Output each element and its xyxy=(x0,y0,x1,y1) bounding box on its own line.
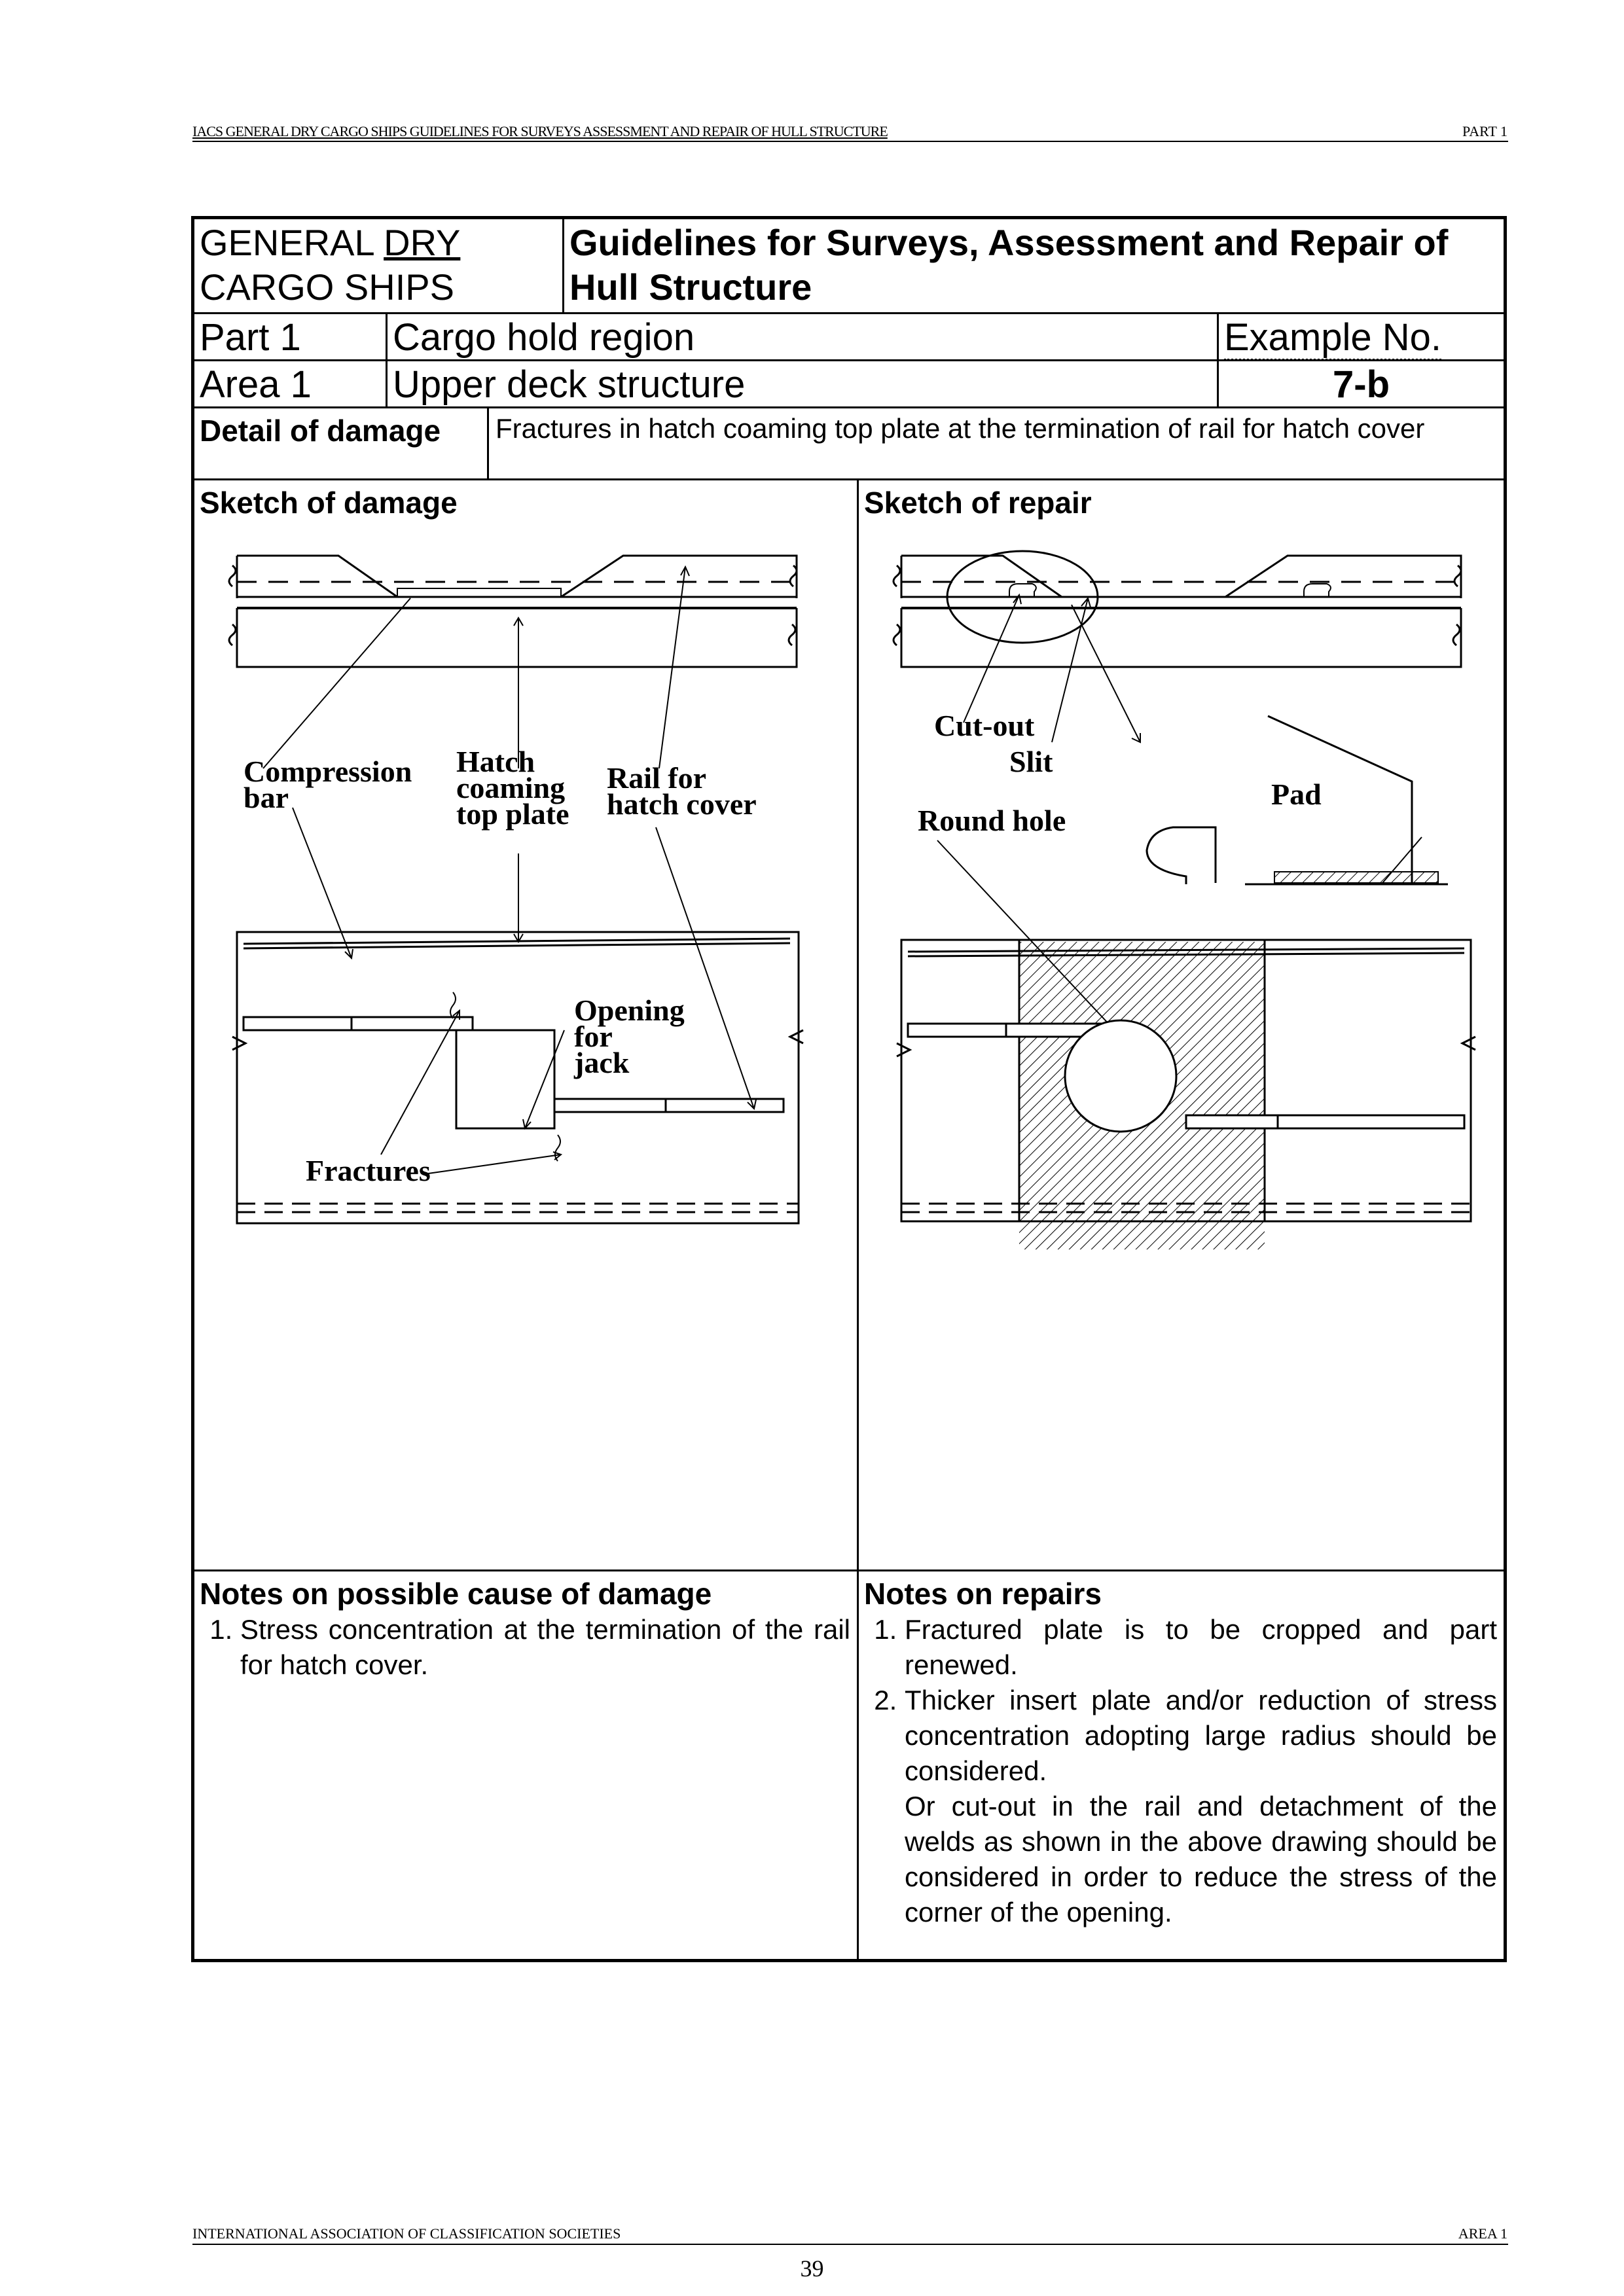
running-footer-left: INTERNATIONAL ASSOCIATION OF CLASSIFICATION SOCIETIES xyxy=(192,2225,621,2242)
sketch-damage-heading: Sketch of damage xyxy=(200,486,458,520)
notes-cause-item: 1. Stress concentration at the termination of the rail for hatch cover. xyxy=(240,1612,850,1683)
notes-cause-heading: Notes on possible cause of damage xyxy=(200,1577,712,1611)
area-label: Area 1 xyxy=(200,363,312,406)
area-value: Upper deck structure xyxy=(393,363,746,406)
area-label-cell xyxy=(194,361,388,408)
example-value-cell xyxy=(1219,361,1504,408)
damage-example-sheet xyxy=(191,216,1507,1962)
label-rail-2: hatch cover xyxy=(607,787,757,821)
area-value-cell xyxy=(388,361,1219,408)
detail-value: Fractures in hatch coaming top plate at the termination of rail for hatch cover xyxy=(496,413,1425,444)
part-value-cell xyxy=(388,314,1219,361)
part-label: Part 1 xyxy=(200,316,301,359)
footer-rule xyxy=(192,2244,1508,2245)
running-footer-right: AREA 1 xyxy=(1458,2225,1507,2242)
guideline-title: Guidelines for Surveys, Assessment and Repair of Hull Structure xyxy=(569,222,1449,308)
damage-elevation-drawing xyxy=(229,556,797,667)
running-header-left: IACS GENERAL DRY CARGO SHIPS GUIDELINES FOR SURVEYS ASSESSMENT AND REPAIR OF HULL STRUCTURE xyxy=(192,123,888,139)
notes-repair-list xyxy=(859,1612,1504,1930)
label-slit: Slit xyxy=(1009,745,1053,778)
label-round-hole: Round hole xyxy=(918,804,1066,837)
detail-label: Detail of damage xyxy=(200,414,441,448)
notes-cause-list xyxy=(194,1612,857,1683)
ship-type-line1-b: DRY xyxy=(384,222,461,263)
label-rail-1: Rail for xyxy=(607,761,707,795)
example-label-cell xyxy=(1219,314,1504,361)
notes-repair-item-continuation: Or cut-out in the rail and detachment of the welds as shown in the above drawing should be considered in order to reduce the stress of the corner of the opening. xyxy=(905,1791,1497,1928)
label-hatch-3: top plate xyxy=(456,797,569,831)
example-label: Example No. xyxy=(1224,316,1441,361)
label-opening-1: Opening xyxy=(574,994,685,1027)
label-hatch-2: coaming xyxy=(456,771,566,804)
label-cutout: Cut-out xyxy=(934,709,1035,742)
repair-elevation-drawing xyxy=(893,551,1461,667)
notes-repair-item xyxy=(905,1683,1497,1930)
notes-repair-cell xyxy=(859,1571,1504,1959)
damage-labels xyxy=(244,745,757,1187)
sketch-repair-cell xyxy=(859,480,1504,1571)
damage-sketch xyxy=(194,526,849,1312)
repair-labels xyxy=(918,709,1322,837)
detail-value-cell xyxy=(489,408,1504,480)
label-compression-2: bar xyxy=(244,781,289,814)
running-header-right: PART 1 xyxy=(1462,123,1507,139)
label-fractures: Fractures xyxy=(306,1154,431,1187)
label-hatch-1: Hatch xyxy=(456,745,535,778)
repair-plan-drawing xyxy=(897,940,1475,1249)
damage-leader-lines xyxy=(263,567,756,1174)
label-compression-1: Compression xyxy=(244,755,412,788)
label-opening-2: for xyxy=(574,1020,613,1053)
part-label-cell xyxy=(194,314,388,361)
ship-type-line2: CARGO SHIPS xyxy=(200,266,454,308)
label-opening-3: jack xyxy=(574,1046,630,1079)
notes-repair-item-text: Thicker insert plate and/or reduction of stress concentration adopting large radius should be considered. xyxy=(905,1685,1497,1786)
repair-sketch xyxy=(859,526,1500,1312)
guideline-title-cell xyxy=(564,219,1504,314)
page-number: 39 xyxy=(800,2255,824,2282)
label-pad: Pad xyxy=(1271,778,1322,811)
detail-label-cell xyxy=(194,408,489,480)
sketch-damage-cell xyxy=(194,480,859,1571)
notes-repair-heading: Notes on repairs xyxy=(864,1577,1102,1611)
part-value: Cargo hold region xyxy=(393,316,695,359)
notes-cause-cell xyxy=(194,1571,859,1959)
ship-type-cell xyxy=(194,219,564,314)
sketch-repair-heading: Sketch of repair xyxy=(864,486,1092,520)
example-value: 7-b xyxy=(1333,363,1390,406)
notes-repair-item: 1. Fractured plate is to be cropped and part renewed. xyxy=(905,1612,1497,1683)
ship-type-line1-a: GENERAL xyxy=(200,222,384,263)
header-rule xyxy=(192,141,1508,142)
